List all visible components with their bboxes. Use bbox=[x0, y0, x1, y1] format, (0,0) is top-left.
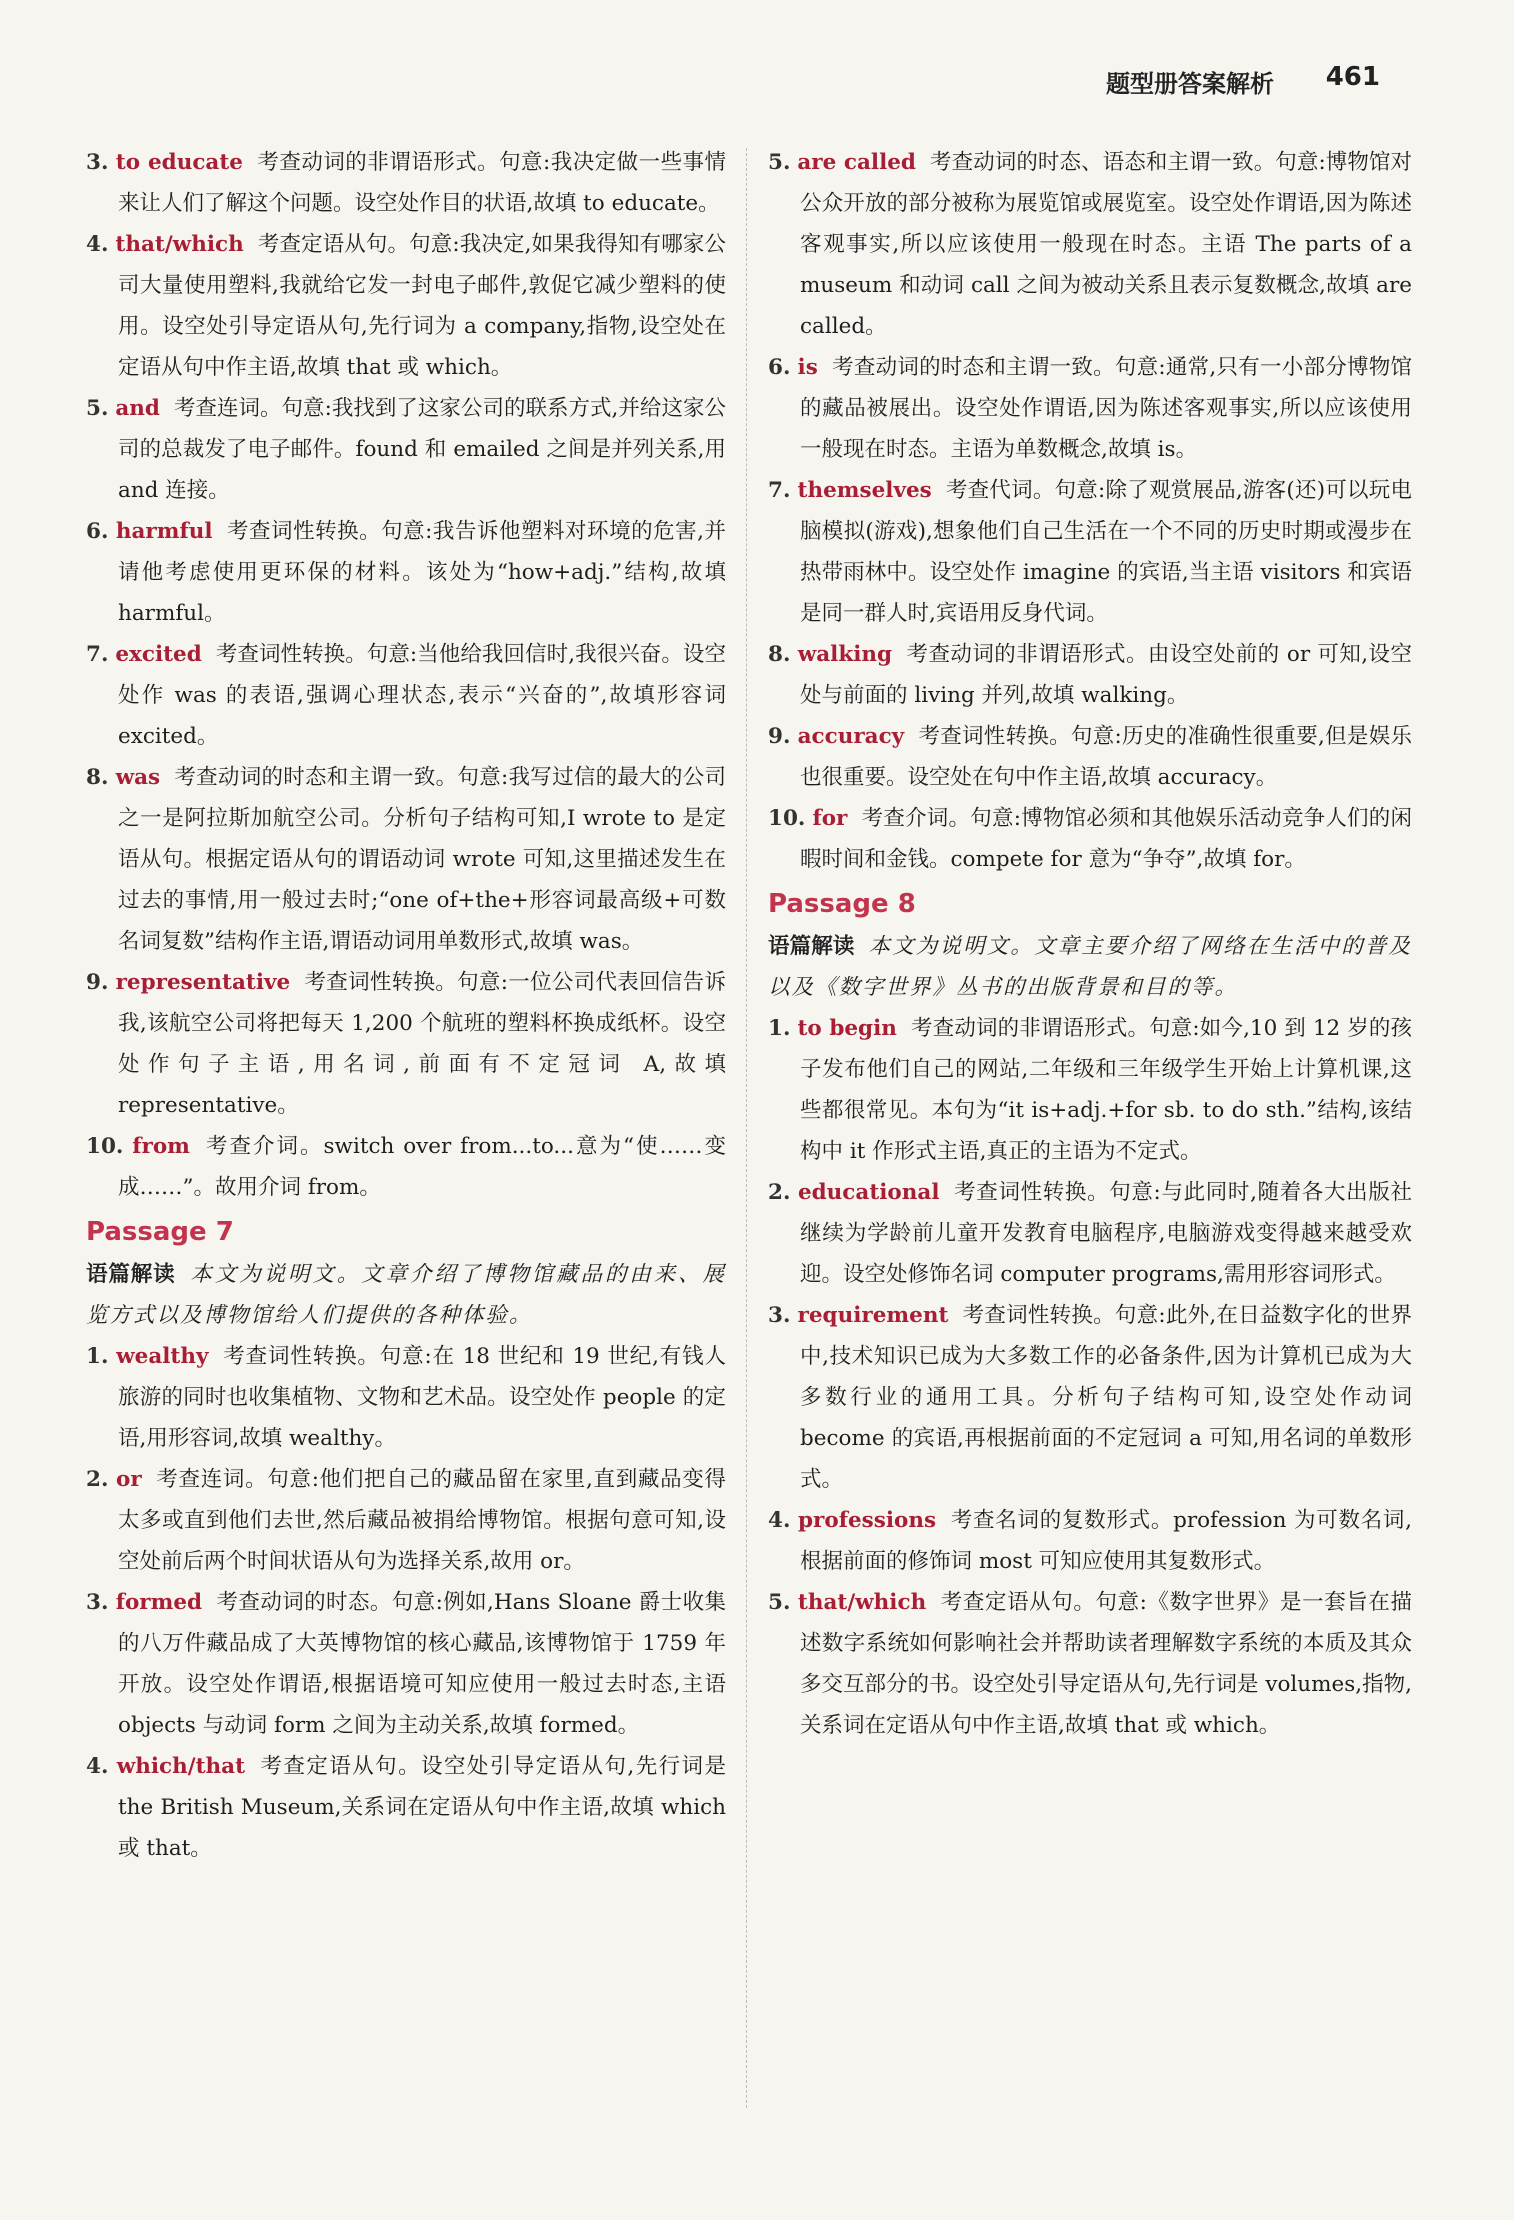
item-answer: is bbox=[797, 355, 818, 380]
answer-item bbox=[768, 1582, 1412, 1746]
item-explanation: 考查词性转换。句意:与此同时,随着各大出版社继续为学龄前儿童开发教育电脑程序,电脑游戏变得越来越受欢迎。设空处修饰名词 computer programs,需用形容词形式。 bbox=[800, 1180, 1412, 1287]
item-explanation: 考查动词的时态和主谓一致。句意:我写过信的最大的公司之一是阿拉斯加航空公司。分析句子结构可知,I wrote to 是定语从句。根据定语从句的谓语动词 wrote 可知,这里描述发生在过去的事情,用一般过去时;“one of+the+形容词最高级+可数名词复数”结构作主语,谓语动词用单数形式,故填 was。 bbox=[118, 765, 726, 954]
answer-item bbox=[768, 470, 1412, 634]
answer-item bbox=[86, 1582, 726, 1746]
item-answer: accuracy bbox=[797, 724, 905, 749]
item-explanation: 考查词性转换。句意:此外,在日益数字化的世界中,技术知识已成为大多数工作的必备条件,因为计算机已成为大多数行业的通用工具。分析句子结构可知,设空处作动词 become 的宾语,再根据前面的不定冠词 a 可知,用名词的单数形式。 bbox=[800, 1303, 1412, 1492]
item-number: 6. bbox=[86, 519, 109, 544]
answer-item bbox=[768, 634, 1412, 716]
answer-item bbox=[86, 388, 726, 511]
answer-item bbox=[86, 1336, 726, 1459]
answer-item bbox=[768, 1008, 1412, 1172]
item-number: 5. bbox=[768, 150, 791, 175]
item-number: 1. bbox=[768, 1016, 791, 1041]
item-number: 7. bbox=[86, 642, 109, 667]
item-explanation: 考查动词的时态。句意:例如,Hans Sloane 爵士收集的八万件藏品成了大英博物馆的核心藏品,该博物馆于 1759 年开放。设空处作谓语,根据语境可知应使用一般过去时态,主语 objects 与动词 form 之间为主动关系,故填 formed。 bbox=[118, 1590, 726, 1738]
item-number: 6. bbox=[768, 355, 791, 380]
left-column bbox=[86, 142, 726, 1869]
item-explanation: 考查动词的非谓语形式。由设空处前的 or 可知,设空处与前面的 living 并列,故填 walking。 bbox=[800, 642, 1412, 708]
item-answer: themselves bbox=[797, 478, 932, 503]
item-number: 4. bbox=[86, 232, 109, 257]
item-number: 10. bbox=[768, 806, 806, 831]
item-explanation: 考查动词的非谓语形式。句意:我决定做一些事情来让人们了解这个问题。设空处作目的状语,故填 to educate。 bbox=[118, 150, 726, 216]
answer-item bbox=[768, 142, 1412, 347]
item-explanation: 考查名词的复数形式。profession 为可数名词,根据前面的修饰词 most 可知应使用其复数形式。 bbox=[800, 1508, 1412, 1574]
page-header bbox=[0, 64, 1514, 104]
item-answer: professions bbox=[798, 1508, 937, 1533]
item-explanation: 考查介词。句意:博物馆必须和其他娱乐活动竞争人们的闲暇时间和金钱。compete for 意为“争夺”,故填 for。 bbox=[800, 806, 1412, 872]
answer-item bbox=[86, 224, 726, 388]
item-explanation: 考查定语从句。设空处引导定语从句,先行词是 the British Museum,关系词在定语从句中作主语,故填 which 或 that。 bbox=[118, 1754, 726, 1861]
answer-item bbox=[768, 716, 1412, 798]
answer-item bbox=[86, 142, 726, 224]
item-number: 3. bbox=[86, 150, 109, 175]
item-explanation: 考查动词的时态、语态和主谓一致。句意:博物馆对公众开放的部分被称为展览馆或展览室。设空处作谓语,因为陈述客观事实,所以应该使用一般现在时态。主语 The parts of a museum 和动词 call 之间为被动关系且表示复数概念,故填 are called。 bbox=[800, 150, 1412, 339]
item-explanation: 考查连词。句意:我找到了这家公司的联系方式,并给这家公司的总裁发了电子邮件。found 和 emailed 之间是并列关系,用 and 连接。 bbox=[118, 396, 726, 503]
item-number: 9. bbox=[86, 970, 109, 995]
item-answer: are called bbox=[797, 150, 916, 175]
answer-item bbox=[86, 962, 726, 1126]
item-explanation: 考查动词的非谓语形式。句意:如今,10 到 12 岁的孩子发布他们自己的网站,二年级和三年级学生开始上计算机课,这些都很常见。本句为“it is+adj.+for sb. to do sth.”结构,该结构中 it 作形式主语,真正的主语为不定式。 bbox=[800, 1016, 1412, 1164]
item-explanation: 考查介词。switch over from...to...意为“使……变成……”。故用介词 from。 bbox=[118, 1134, 726, 1200]
intro-text: 本文为说明文。文章介绍了博物馆藏品的由来、展览方式以及博物馆给人们提供的各种体验。 bbox=[86, 1262, 726, 1328]
item-number: 4. bbox=[768, 1508, 791, 1533]
item-explanation: 考查代词。句意:除了观赏展品,游客(还)可以玩电脑模拟(游戏),想象他们自己生活在一个不同的历史时期或漫步在热带雨林中。设空处作 imagine 的宾语,当主语 visitors 和宾语是同一群人时,宾语用反身代词。 bbox=[800, 478, 1412, 626]
answer-item bbox=[86, 1746, 726, 1869]
answer-item bbox=[86, 511, 726, 634]
running-title: 题型册答案解析 bbox=[1106, 70, 1274, 98]
passage-title: Passage 8 bbox=[768, 889, 916, 919]
item-number: 1. bbox=[86, 1344, 109, 1369]
answer-item bbox=[768, 1172, 1412, 1295]
item-explanation: 考查动词的时态和主谓一致。句意:通常,只有一小部分博物馆的藏品被展出。设空处作谓语,因为陈述客观事实,所以应该使用一般现在时态。主语为单数概念,故填 is。 bbox=[800, 355, 1412, 462]
item-number: 3. bbox=[86, 1590, 109, 1615]
answer-item bbox=[768, 347, 1412, 470]
item-number: 2. bbox=[768, 1180, 791, 1205]
item-answer: harmful bbox=[115, 519, 213, 544]
item-answer: educational bbox=[797, 1180, 940, 1205]
item-answer: requirement bbox=[797, 1303, 949, 1328]
answer-item bbox=[768, 1500, 1412, 1582]
item-answer: from bbox=[132, 1134, 190, 1159]
item-number: 7. bbox=[768, 478, 791, 503]
item-number: 2. bbox=[86, 1467, 109, 1492]
answer-item bbox=[86, 1459, 726, 1582]
item-number: 3. bbox=[768, 1303, 791, 1328]
answer-item bbox=[86, 757, 726, 962]
item-explanation: 考查连词。句意:他们把自己的藏品留在家里,直到藏品变得太多或直到他们去世,然后藏品被捐给博物馆。根据句意可知,设空处前后两个时间状语从句为选择关系,故用 or。 bbox=[118, 1467, 726, 1574]
item-answer: walking bbox=[797, 642, 893, 667]
item-answer: which/that bbox=[116, 1754, 246, 1779]
passage-intro bbox=[768, 926, 1412, 1008]
right-column bbox=[768, 142, 1412, 1746]
passage-intro bbox=[86, 1254, 726, 1336]
item-explanation: 考查词性转换。句意:一位公司代表回信告诉我,该航空公司将把每天 1,200 个航班的塑料杯换成纸杯。设空处作句子主语,用名词,前面有不定冠词 A,故填 representative。 bbox=[118, 970, 726, 1118]
page-number: 461 bbox=[1325, 62, 1380, 92]
item-number: 8. bbox=[86, 765, 109, 790]
answer-item bbox=[86, 1126, 726, 1208]
answer-item bbox=[768, 798, 1412, 880]
passage-title: Passage 7 bbox=[86, 1217, 234, 1247]
item-explanation: 考查词性转换。句意:当他给我回信时,我很兴奋。设空处作 was 的表语,强调心理状态,表示“兴奋的”,故填形容词 excited。 bbox=[118, 642, 726, 749]
item-answer: excited bbox=[115, 642, 202, 667]
item-number: 9. bbox=[768, 724, 791, 749]
item-answer: was bbox=[115, 765, 161, 790]
item-number: 10. bbox=[86, 1134, 124, 1159]
item-answer: that/which bbox=[115, 232, 244, 257]
item-number: 5. bbox=[86, 396, 109, 421]
answer-item bbox=[86, 634, 726, 757]
item-explanation: 考查词性转换。句意:我告诉他塑料对环境的危害,并请他考虑使用更环保的材料。该处为“how+adj.”结构,故填 harmful。 bbox=[118, 519, 726, 626]
intro-text: 本文为说明文。文章主要介绍了网络在生活中的普及以及《数字世界》丛书的出版背景和目的等。 bbox=[768, 934, 1412, 1000]
item-explanation: 考查定语从句。句意:《数字世界》是一套旨在描述数字系统如何影响社会并帮助读者理解数字系统的本质及其众多交互部分的书。设空处引导定语从句,先行词是 volumes,指物,关系词在定语从句中作主语,故填 that 或 which。 bbox=[800, 1590, 1412, 1738]
column-divider bbox=[746, 148, 747, 2108]
item-number: 8. bbox=[768, 642, 791, 667]
item-answer: formed bbox=[115, 1590, 203, 1615]
item-answer: for bbox=[812, 806, 848, 831]
intro-label: 语篇解读 bbox=[768, 934, 855, 959]
item-explanation: 考查词性转换。句意:在 18 世纪和 19 世纪,有钱人旅游的同时也收集植物、文物和艺术品。设空处作 people 的定语,用形容词,故填 wealthy。 bbox=[118, 1344, 726, 1451]
item-answer: that/which bbox=[797, 1590, 927, 1615]
item-answer: representative bbox=[115, 970, 291, 995]
item-answer: and bbox=[115, 396, 160, 421]
intro-label: 语篇解读 bbox=[86, 1262, 176, 1287]
item-answer: to begin bbox=[797, 1016, 897, 1041]
item-answer: or bbox=[115, 1467, 142, 1492]
item-number: 4. bbox=[86, 1754, 109, 1779]
item-explanation: 考查定语从句。句意:我决定,如果我得知有哪家公司大量使用塑料,我就给它发一封电子邮件,敦促它减少塑料的使用。设空处引导定语从句,先行词为 a company,指物,设空处在定语从句中作主语,故填 that 或 which。 bbox=[118, 232, 726, 380]
answer-item bbox=[768, 1295, 1412, 1500]
item-explanation: 考查词性转换。句意:历史的准确性很重要,但是娱乐也很重要。设空处在句中作主语,故填 accuracy。 bbox=[800, 724, 1412, 790]
item-answer: wealthy bbox=[116, 1344, 209, 1369]
item-answer: to educate bbox=[115, 150, 243, 175]
item-number: 5. bbox=[768, 1590, 791, 1615]
